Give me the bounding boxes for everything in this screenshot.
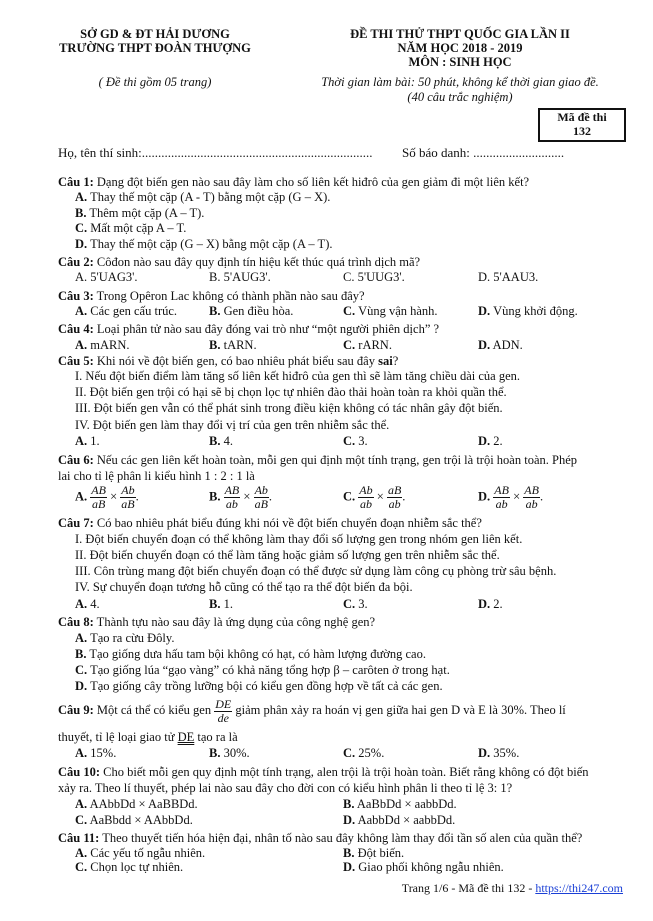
question-11: Câu 11: Theo thuyết tiến hóa hiện đại, nhân tố nào sau đây không làm thay đổi tần số alen của quần thể? [58, 831, 583, 845]
footer-link[interactable]: https://thi247.com [535, 881, 623, 895]
statement: I. Đột biến chuyển đoạn có thể không làm thay đổi số lượng gen trong nhóm gen liên kết. [75, 532, 523, 546]
option-c: C. Mất một cặp A – T. [75, 221, 187, 235]
option-d: D. Giao phối không ngẫu nhiên. [343, 860, 504, 874]
option-d: D. 35%. [478, 746, 520, 760]
subject: MÔN : SINH HỌC [408, 55, 512, 69]
option-a: A. 15%. [75, 746, 117, 760]
question-7: Câu 7: Có bao nhiêu phát biểu đúng khi nói về đột biến chuyển đoạn nhiễm sắc thể? [58, 516, 482, 530]
option-c: C. 25%. [343, 746, 385, 760]
question-count: (40 câu trắc nghiệm) [407, 90, 513, 104]
option-b: B. $\frac{AB}{ab}$ × $\frac{Ab}{aB}$ . [209, 483, 273, 511]
option-b: B. tARN. [209, 338, 257, 352]
exam-code-label: Mã đề thi [557, 110, 607, 124]
option-a: A. mARN. [75, 338, 130, 352]
question-8: Câu 8: Thành tựu nào sau đây là ứng dụng của công nghệ gen? [58, 615, 376, 629]
question-3: Câu 3: Trong Opêron Lac không có thành phần nào sau đây? [58, 289, 365, 303]
question-10: Câu 10: Cho biết mỗi gen quy định một tính trạng, alen trội là trội hoàn toàn. Biết rằng không có đột biến [58, 765, 589, 779]
option-d: D. Thay thế một cặp (G – X) bằng một cặp (A – T). [75, 237, 333, 251]
statement: IV. Đột biến gen làm thay đổi vị trí của gen trên nhiễm sắc thể. [75, 418, 390, 432]
option-a: A. Tạo ra cừu Đôly. [75, 631, 175, 645]
option-c: C. 3. [343, 597, 368, 611]
option-a: A. Các gen cấu trúc. [75, 304, 178, 318]
department-name: SỞ GD & ĐT HẢI DƯƠNG [80, 27, 230, 41]
option-a: A. 1. [75, 434, 100, 448]
option-c: C. 3. [343, 434, 368, 448]
option-b: B. 5'AUG3'. [209, 270, 271, 284]
statement: I. Nếu đột biến điểm làm tăng số liên kết hiđrô của gen thì sẽ làm tăng chiều dài của gen. [75, 369, 521, 383]
question-5: Câu 5: Khi nói về đột biến gen, có bao nhiêu phát biểu sau đây sai? [58, 354, 399, 368]
page-footer [402, 881, 623, 896]
option-c: C. AaBbdd × AAbbDd. [75, 813, 193, 827]
school-name: TRƯỜNG THPT ĐOÀN THƯỢNG [59, 41, 251, 55]
statement: II. Đột biến chuyển đoạn có thể làm tăng hoặc giảm số lượng gen trên nhiễm sắc thể. [75, 548, 500, 562]
question-4: Câu 4: Loại phân tử nào sau đây đóng vai trò như “một người phiên dịch” ? [58, 322, 440, 336]
option-a: A. Các yếu tố ngẫu nhiên. [75, 846, 206, 860]
option-a: A. AAbbDd × AaBBDd. [75, 797, 198, 811]
option-d: D. Tạo giống cây trồng lưỡng bội có kiểu gen đồng hợp về tất cả các gen. [75, 679, 443, 693]
option-d: D. $\frac{AB}{ab}$ × $\frac{AB}{ab}$ . [478, 483, 544, 511]
option-d: D. AabbDd × aabbDd. [343, 813, 456, 827]
option-b: B. AaBbDd × aabbDd. [343, 797, 457, 811]
statement: III. Đột biến gen vẫn có thể phát sinh trong điều kiện không có tác nhân gây đột biến. [75, 401, 503, 415]
statement: II. Đột biến gen trội có hại sẽ bị chọn lọc tự nhiên đào thải hoàn toàn ra khỏi quần thể. [75, 385, 507, 399]
option-b: B. Tạo giống dưa hấu tam bội không có hạt, có hàm lượng đường cao. [75, 647, 426, 661]
option-a: A. 5'UAG3'. [75, 270, 138, 284]
question-10-line2: xảy ra. Theo lí thuyết, phép lai nào sau đây cho đời con có kiểu hình phân li theo tỉ lệ 3: 1? [58, 781, 513, 795]
option-b: B. Gen điều hòa. [209, 304, 294, 318]
option-c: C. rARN. [343, 338, 392, 352]
option-b: B. Thêm một cặp (A – T). [75, 206, 205, 220]
option-b: B. 1. [209, 597, 233, 611]
exam-code-box [538, 108, 626, 142]
question-6-line2: lai cho tỉ lệ phân li kiểu hình 1 : 2 : 1 là [58, 469, 255, 483]
question-1 [58, 175, 529, 190]
option-d: D. 5'AAU3. [478, 270, 539, 284]
option-d: D. 2. [478, 597, 503, 611]
option-a: A. Thay thế một cặp (A - T) bằng một cặp (G – X). [75, 190, 331, 204]
option-c: C. Tạo giống lúa “gạo vàng” có khả năng tổng hợp β – carôten ở trong hạt. [75, 663, 450, 677]
option-d: D. ADN. [478, 338, 523, 352]
question-9-line2: thuyết, tỉ lệ loại giao tử DE tạo ra là [58, 730, 238, 744]
statement: IV. Sự chuyển đoạn tương hỗ cũng có thể tạo ra thể đột biến đa bội. [75, 580, 413, 594]
option-c: C. Chọn lọc tự nhiên. [75, 860, 184, 874]
option-b: B. Đột biến. [343, 846, 405, 860]
option-d: D. Vùng khởi động. [478, 304, 578, 318]
question-6: Câu 6: Nếu các gen liên kết hoàn toàn, mỗi gen qui định một tính trạng, gen trội là trội hoàn toàn. Phép [58, 453, 578, 467]
exam-code: 132 [573, 124, 591, 138]
option-b: B. 30%. [209, 746, 250, 760]
candidate-name-field: Họ, tên thí sinh:....................................................................... [58, 145, 373, 160]
question-9: Câu 9: Một cá thể có kiểu gen $\frac{DE}{de}$ giảm phân xảy ra hoán vị gen giữa hai gen D và E là 30%. Theo lí [58, 696, 566, 725]
school-year: NĂM HỌC 2018 - 2019 [397, 41, 523, 55]
gamete-de: DE [177, 730, 195, 744]
statement: III. Côn trùng mang đột biến chuyển đoạn có thể được sử dụng làm công cụ phòng trừ sâu bệnh. [75, 564, 557, 578]
option-c: C. $\frac{Ab}{ab}$ × $\frac{aB}{ab}$ . [343, 483, 406, 511]
question-2: Câu 2: Côđon nào sau đây quy định tín hiệu kết thúc quá trình dịch mã? [58, 255, 421, 269]
question-stem: Dạng đột biến gen nào sau đây làm cho số liên kết hiđrô của gen giảm đi một liên kết? [93, 175, 530, 189]
footer-text: Trang 1/6 - Mã đề thi 132 - [401, 881, 536, 895]
option-a: A. $\frac{AB}{aB}$ × $\frac{Ab}{aB}$ . [75, 483, 139, 511]
option-c: C. 5'UUG3'. [343, 270, 405, 284]
candidate-id-field: Số báo danh: ............................ [402, 145, 565, 160]
exam-title: ĐỀ THI THỬ THPT QUỐC GIA LẦN II [350, 27, 570, 41]
option-d: D. 2. [478, 434, 503, 448]
option-c: C. Vùng vận hành. [343, 304, 438, 318]
option-a: A. 4. [75, 597, 100, 611]
option-b: B. 4. [209, 434, 233, 448]
question-label: Câu 1: [58, 175, 94, 189]
pages-note: ( Đề thi gồm 05 trang) [98, 75, 212, 89]
time-limit: Thời gian làm bài: 50 phút, không kể thời gian giao đề. [321, 75, 599, 89]
